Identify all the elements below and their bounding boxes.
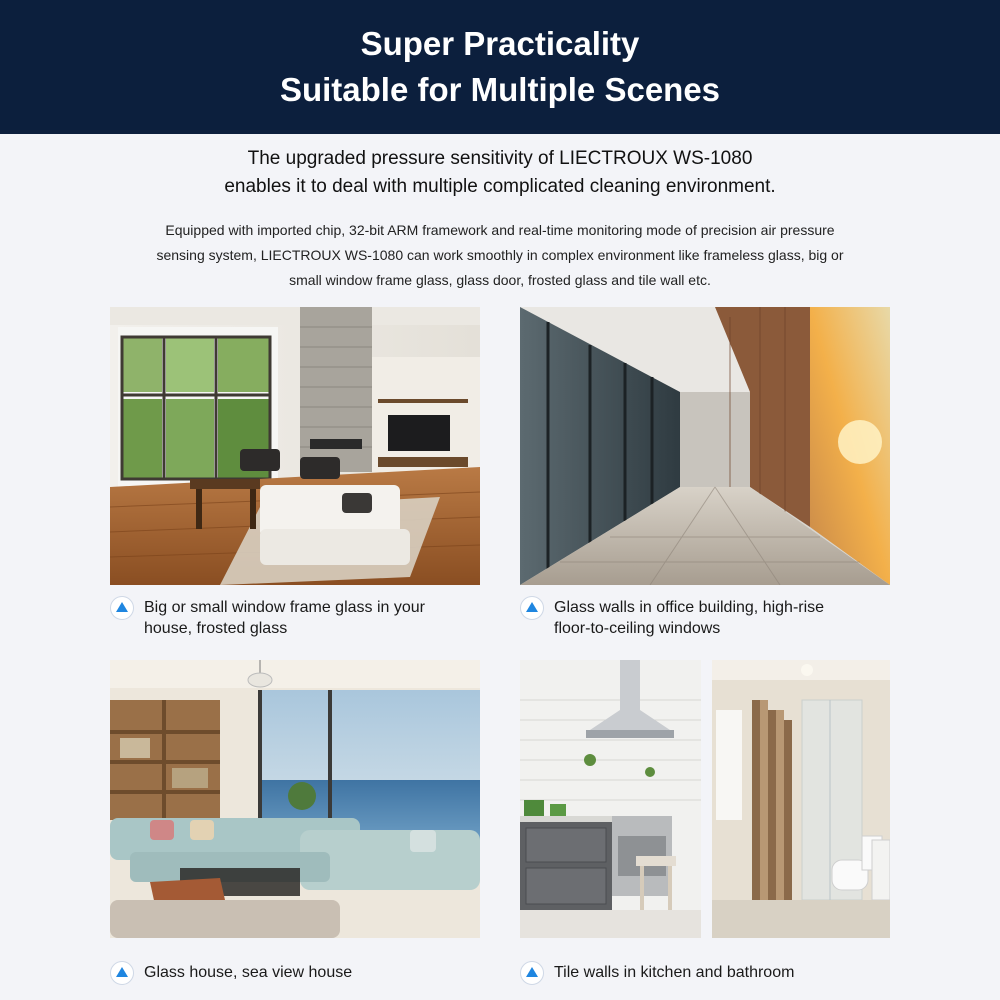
subheading	[0, 145, 1000, 201]
scene-caption-4	[520, 962, 890, 985]
triangle-up-icon	[110, 961, 134, 985]
office-glass-photo	[520, 307, 890, 585]
scene-caption-2	[520, 597, 890, 639]
header-title-line1: Super Practicality	[360, 25, 640, 62]
triangle-up-icon	[520, 596, 544, 620]
description-line3: small window frame glass, glass door, frosted glass and tile wall etc.	[289, 272, 711, 288]
subheading-line2: enables it to deal with multiple complicated cleaning environment.	[224, 176, 776, 197]
header-title-line2: Suitable for Multiple Scenes	[279, 71, 721, 108]
scene-caption-3	[110, 962, 480, 985]
header-banner	[0, 0, 1000, 134]
scene-caption-1-line1: Big or small window frame glass in your	[144, 599, 425, 616]
scene-caption-2-line1: Glass walls in office building, high-rise	[554, 599, 825, 616]
description-line2: sensing system, LIECTROUX WS-1080 can work smoothly in complex environment like frameless glass, big or	[156, 247, 844, 263]
bathroom-tile-photo	[712, 660, 890, 938]
living-room-photo	[110, 307, 480, 585]
triangle-up-icon	[520, 961, 544, 985]
description	[110, 218, 890, 293]
scene-caption-1	[110, 597, 480, 639]
description-line1: Equipped with imported chip, 32-bit ARM framework and real-time monitoring mode of precision air pressure	[165, 222, 835, 238]
sea-view-photo	[110, 660, 480, 938]
scene-caption-2-line2: floor-to-ceiling windows	[554, 620, 721, 637]
triangle-up-icon	[110, 596, 134, 620]
subheading-line1: The upgraded pressure sensitivity of LIECTROUX WS-1080	[247, 148, 753, 169]
kitchen-tile-photo	[520, 660, 701, 938]
scene-caption-3-line1: Glass house, sea view house	[144, 964, 353, 981]
scene-caption-4-line1: Tile walls in kitchen and bathroom	[554, 964, 795, 981]
scene-caption-1-line2: house, frosted glass	[144, 620, 288, 637]
